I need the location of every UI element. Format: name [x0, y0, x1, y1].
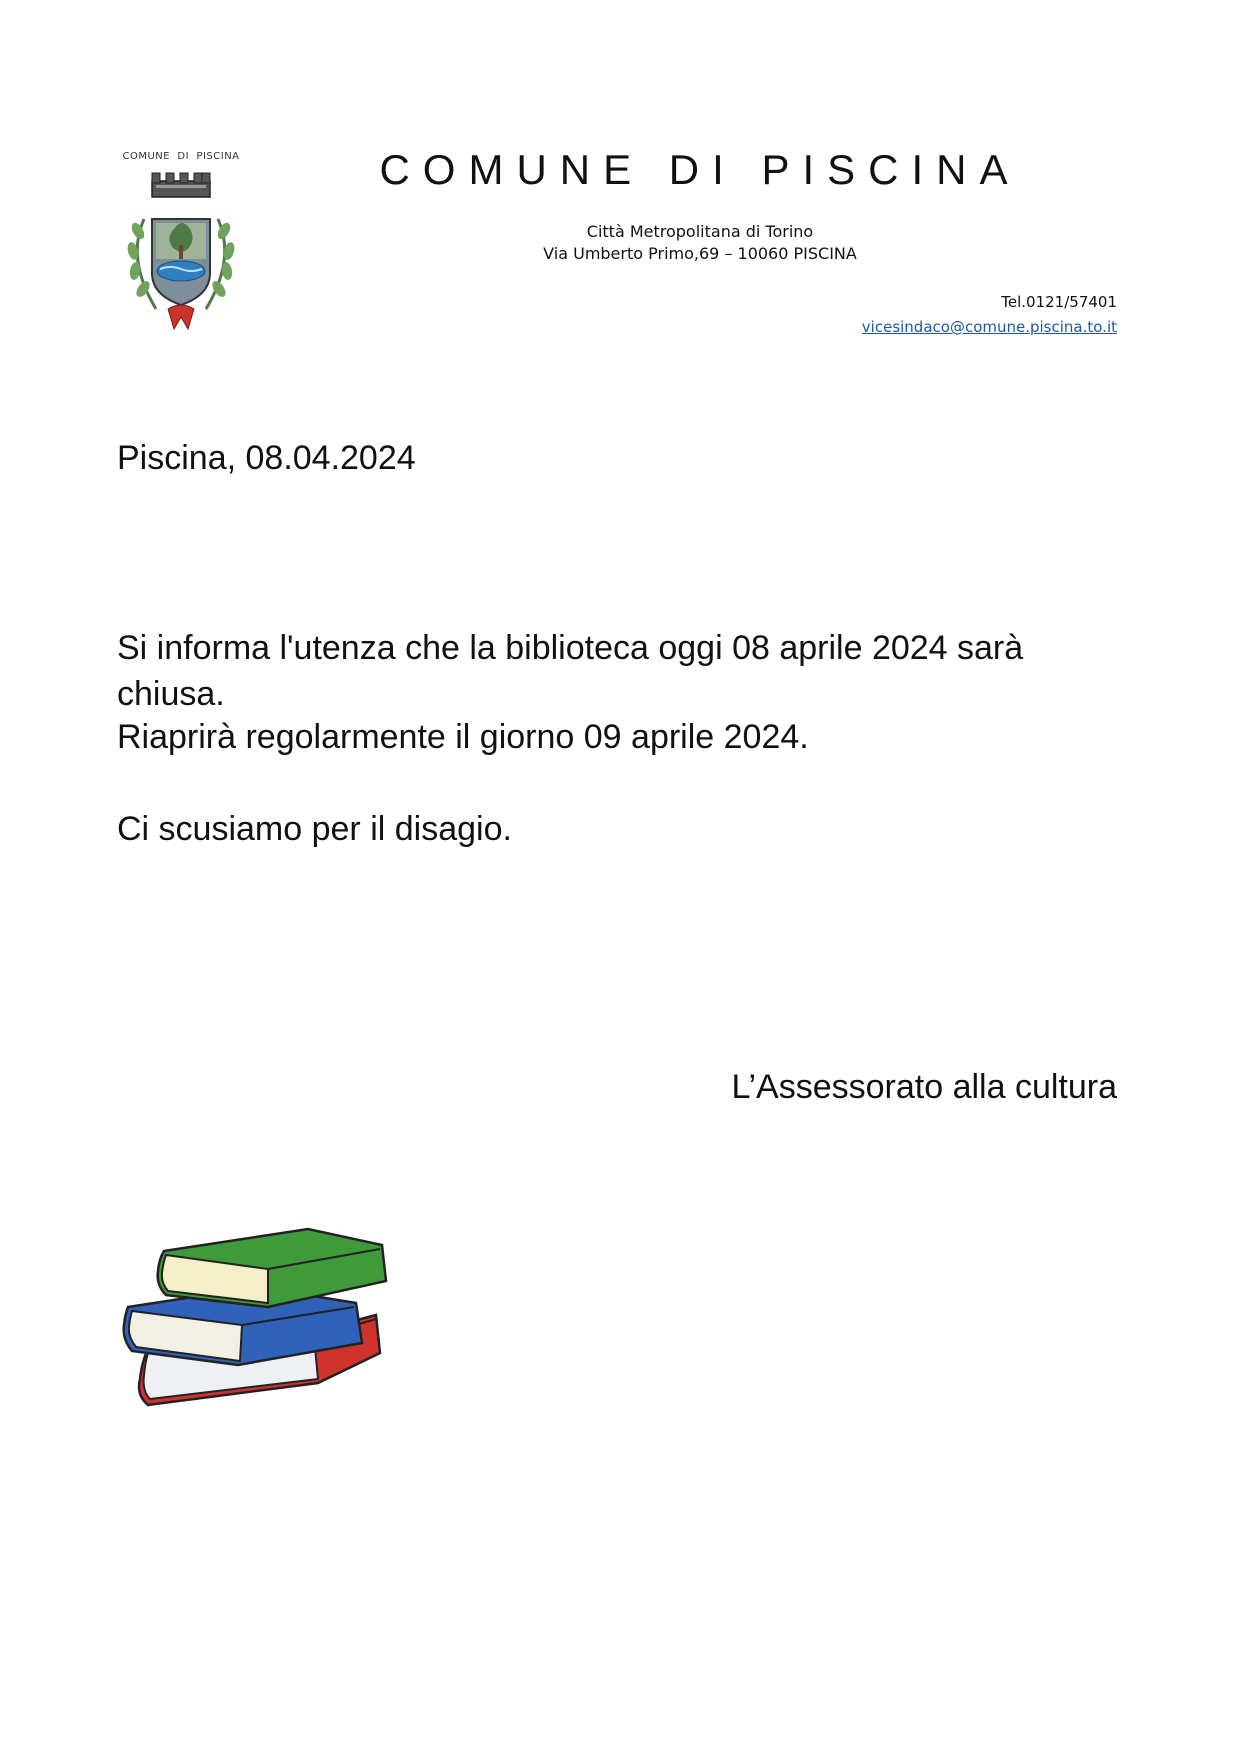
signature: L’Assessorato alla cultura — [731, 1068, 1117, 1106]
coat-of-arms-icon — [116, 149, 246, 333]
paragraph-closure: Si informa l'utenza che la biblioteca oggi 08 aprile 2024 sarà chiusa. — [117, 629, 1024, 713]
date-line: Piscina, 08.04.2024 — [117, 439, 416, 477]
email-link[interactable]: vicesindaco@comune.piscina.to.it — [861, 318, 1117, 336]
phone-number: Tel.0121/57401 — [1001, 293, 1117, 311]
crest-caption: COMUNE DI PISCINA — [122, 151, 240, 162]
stack-of-books-icon — [118, 1215, 400, 1415]
subtitle-line-2: Via Umberto Primo,69 – 10060 PISCINA — [543, 244, 857, 263]
subtitle-line-1: Città Metropolitana di Torino — [586, 222, 814, 241]
paragraph-apology: Ci scusiamo per il disagio. — [117, 810, 512, 848]
page-title: COMUNE DI PISCINA — [379, 146, 1021, 193]
paragraph-reopening: Riaprirà regolarmente il giorno 09 aprile 2024. — [117, 718, 809, 756]
